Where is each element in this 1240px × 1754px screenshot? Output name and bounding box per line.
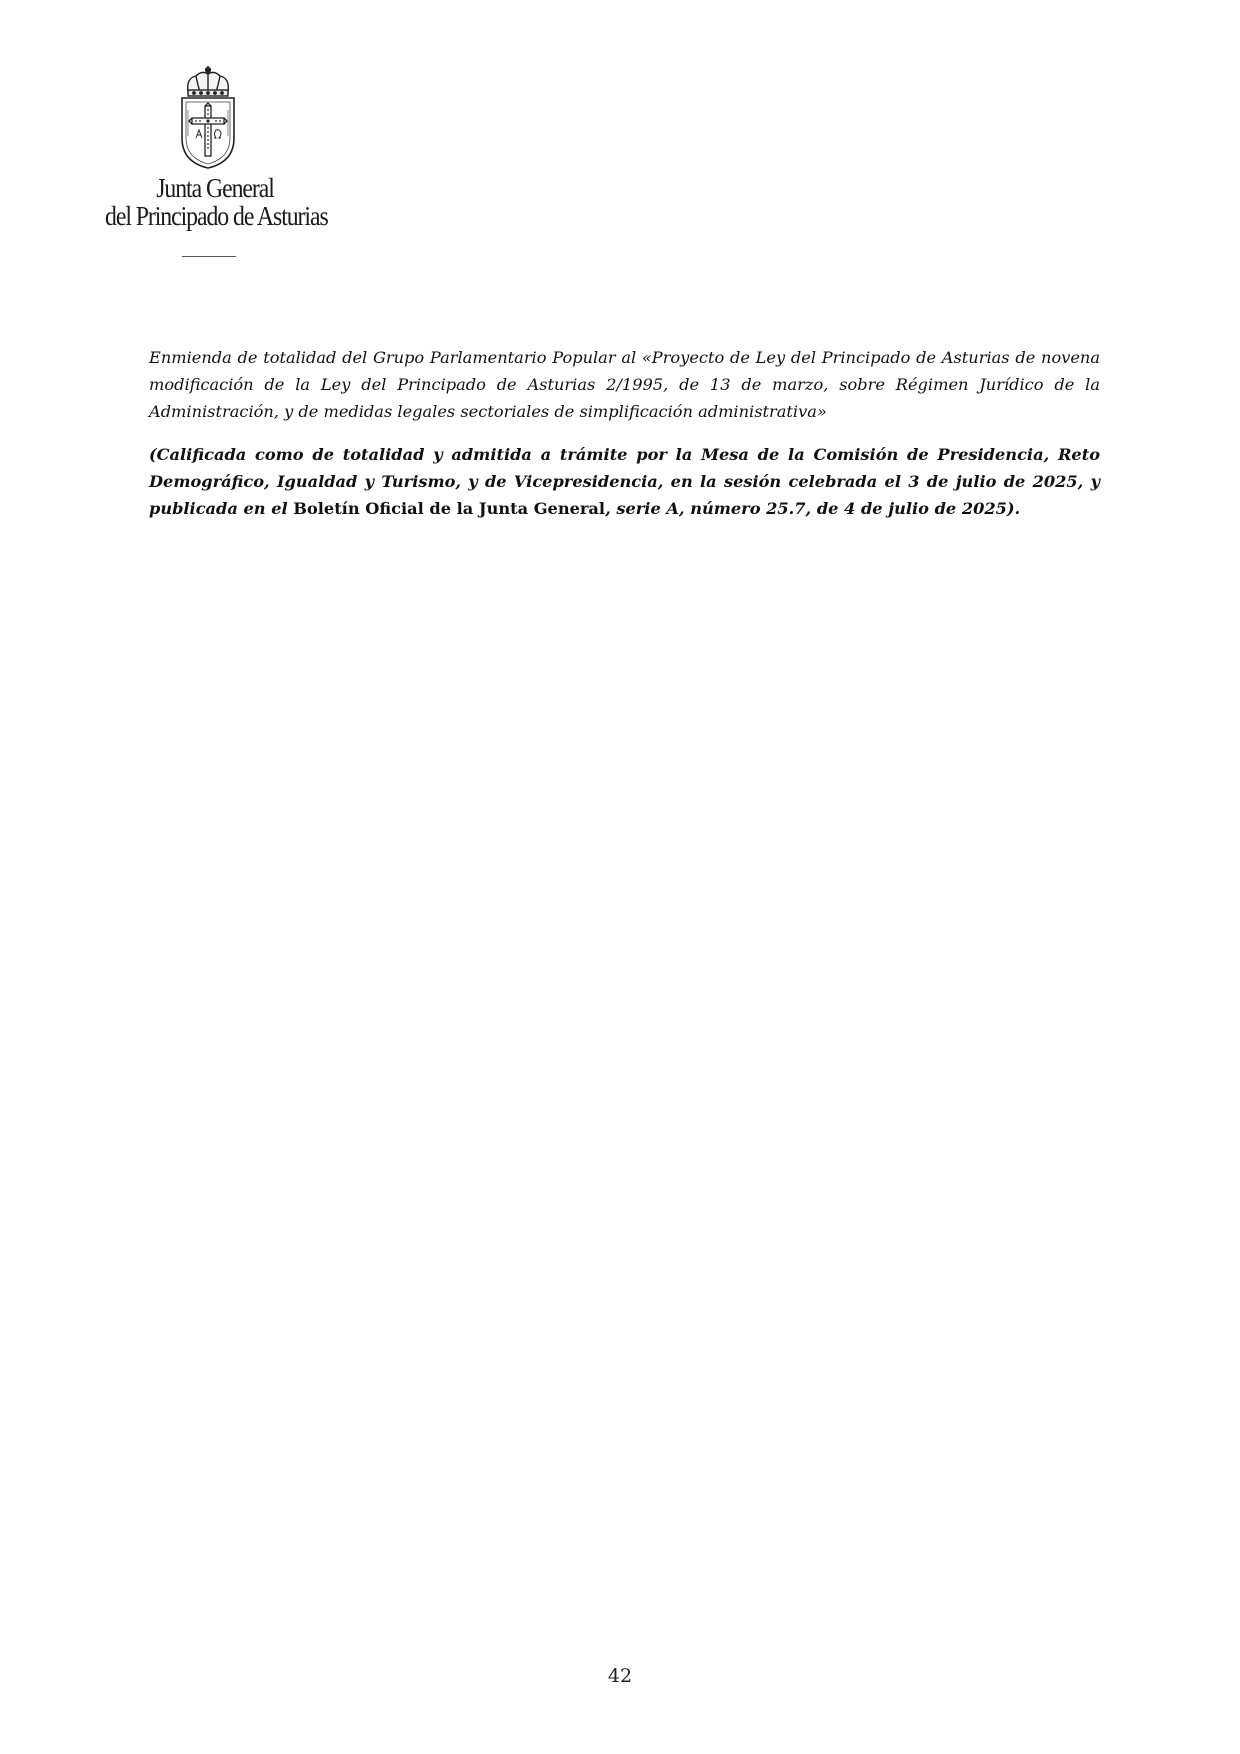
publication-name: Boletín Oficial de la Junta General [293,499,606,518]
document-body [149,344,1100,522]
qualification-text-part2: , serie A, número 25.7, de 4 de julio de 2025). [605,499,1021,518]
asturias-coat-of-arms-icon [176,66,240,170]
organization-name-line1: Junta General [156,173,274,203]
qualification-text-part1: (Calificada como de totalidad y admitida a trámite por la Mesa de la Comisión de Presidencia, Reto Demográfico, Igualdad y Turismo, y de Vicepresidencia, en la sesión celebrada el 3 de julio de 2025, y publicada en el [149,445,1100,518]
page-number: 42 [607,1665,633,1687]
qualification-note [149,441,1100,522]
header-divider [182,256,236,257]
organization-name [105,173,328,231]
organization-name-line2: del Principado de Asturias [105,201,328,231]
amendment-title: Enmienda de totalidad del Grupo Parlamentario Popular al «Proyecto de Ley del Principado de Asturias de novena modificación de la Ley del Principado de Asturias 2/1995, de 13 de marzo, sobre Régimen Jurídico de la Administración, y de medidas legales sectoriales de simplificación administrativa» [149,348,1100,421]
